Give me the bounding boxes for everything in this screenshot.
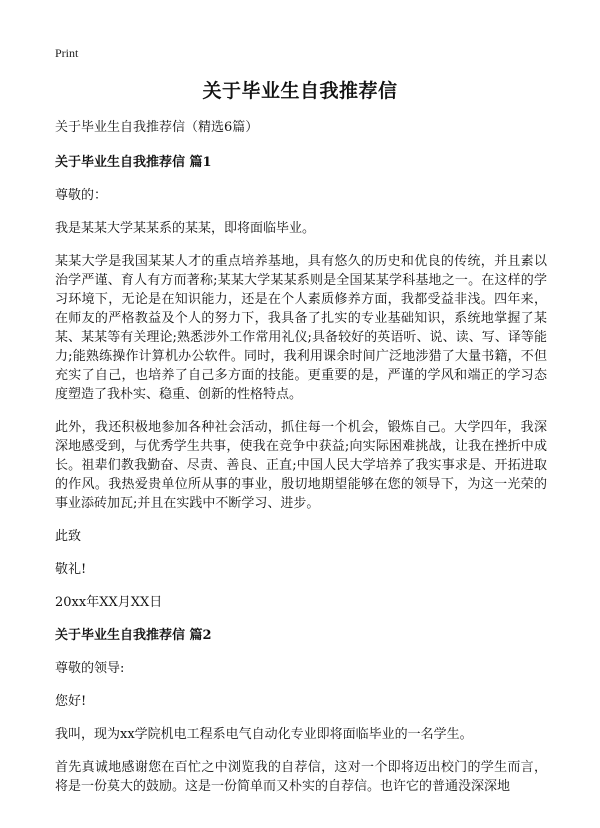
print-link[interactable]: Print <box>55 46 79 60</box>
section-1-paragraph-1: 我是某某大学某某系的某某，即将面临毕业。 <box>55 221 316 236</box>
section-2-salutation: 尊敬的领导: <box>55 661 125 676</box>
section-2-heading: 关于毕业生自我推荐信 篇2 <box>55 628 212 643</box>
section-1-date: 20xx年XX月XX日 <box>55 595 163 610</box>
section-1-salutation: 尊敬的： <box>55 188 108 203</box>
section-1-closing-2: 敬礼! <box>55 562 87 577</box>
section-2-paragraph-1: 我叫，现为xx学院机电工程系电气自动化专业即将面临毕业的一名学生。 <box>55 727 473 742</box>
section-2-paragraph-2: 首先真诚地感谢您在百忙之中浏览我的自荐信，这对一个即将迈出校门的学生而言，将是一份莫大的鼓励。这是一份简单而又朴实的自荐信。也许它的普通没深深地 <box>55 760 547 794</box>
section-2-greeting: 您好! <box>55 694 87 709</box>
section-1-heading: 关于毕业生自我推荐信 篇1 <box>55 155 212 170</box>
document-body <box>55 118 547 810</box>
document-subtitle: 关于毕业生自我推荐信（精选6篇） <box>55 120 259 135</box>
section-1-paragraph-3: 此外，我还积极地参加各种社会活动，抓住每一个机会，锻炼自己。大学四年，我深深地感受到，与优秀学生共事，使我在竞争中获益;向实际困难挑战，让我在挫折中成长。祖辈们教我勤奋、尽责、善良、正直;中国人民大学培养了我实事求是、开拓进取的作风。我热爱贵单位所从事的事业，殷切地期望能够在您的领导下，为这一光荣的事业添砖加瓦;并且在实践中不断学习、进步。 <box>55 420 547 511</box>
page-title: 关于毕业生自我推荐信 <box>202 80 398 102</box>
section-1-closing-1: 此致 <box>55 529 82 544</box>
section-1-paragraph-2: 某某大学是我国某某人才的重点培养基地，具有悠久的历史和优良的传统，并且素以治学严谨、育人有方而著称;某某大学某某系则是全国某某学科基地之一。在这样的学习环境下，无论是在知识能力，还是在个人素质修养方面，我都受益非浅。四年来，在师友的严格教益及个人的努力下，我具备了扎实的专业基础知识，系统地掌握了某某、某某等有关理论;熟悉涉外工作常用礼仪;具备较好的英语听、说、读、写、译等能力;能熟练操作计算机办公软件。同时，我利用课余时间广泛地涉猎了大量书籍，不但充实了自己，也培养了自己多方面的技能。更重要的是，严谨的学风和端正的学习态度塑造了我朴实、稳重、创新的性格特点。 <box>55 254 547 402</box>
